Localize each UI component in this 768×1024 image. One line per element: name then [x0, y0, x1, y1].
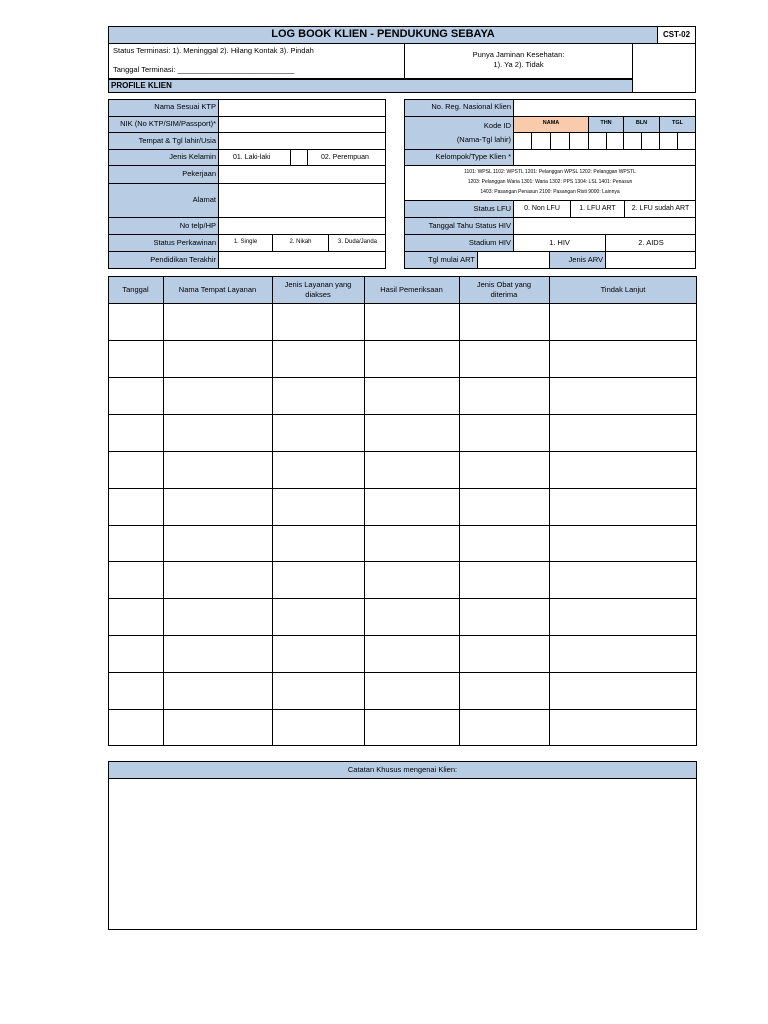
log-cell-tanggal[interactable] [109, 599, 162, 634]
log-cell-hasil-pemeriksaan[interactable] [365, 562, 458, 597]
log-cell-tindak-lanjut[interactable] [550, 673, 696, 708]
status-terminasi: Status Terminasi: 1). Meninggal 2). Hilang Kontak 3). Pindah [113, 46, 314, 55]
log-cell-nama-tempat-layanan[interactable] [164, 673, 271, 708]
col-header-tanggal [108, 276, 163, 303]
label-tanggal-tahu-hiv: Tanggal Tahu Status HIV [428, 221, 511, 230]
profile-section-title: PROFILE KLIEN [111, 81, 172, 90]
label-no-telp: No telp/HP [179, 221, 216, 230]
log-cell-hasil-pemeriksaan[interactable] [365, 341, 458, 376]
log-cell-hasil-pemeriksaan[interactable] [365, 599, 458, 634]
log-cell-tindak-lanjut[interactable] [550, 489, 696, 524]
col-header-text: Jenis Obat yang [476, 279, 532, 289]
kode-col-tgl: TGL [672, 120, 683, 126]
log-cell-jenis-layanan[interactable] [273, 415, 363, 450]
jaminan-label: Punya Jaminan Kesehatan: [472, 50, 565, 59]
log-cell-jenis-layanan[interactable] [273, 599, 363, 634]
col-header-nama-tempat-layanan [163, 276, 272, 303]
jaminan-options: 1). Ya 2). Tidak [493, 60, 544, 69]
kelompok-codes-1: 1101: WPSL 1102: WPSTL 1201: Pelanggan WPSL 1202: Pelanggan WPSTL [464, 169, 636, 175]
log-cell-jenis-obat[interactable] [460, 489, 548, 524]
log-cell-tindak-lanjut[interactable] [550, 562, 696, 597]
log-cell-tanggal[interactable] [109, 673, 162, 708]
label-alamat: Alamat [192, 195, 216, 204]
log-cell-hasil-pemeriksaan[interactable] [365, 378, 458, 413]
label-stadium-hiv: Stadium HIV [468, 238, 511, 247]
col-header-tindak-lanjut [549, 276, 697, 303]
label-status-perkawinan: Status Perkawinan [153, 238, 216, 247]
log-cell-tindak-lanjut[interactable] [550, 304, 696, 339]
log-cell-tanggal[interactable] [109, 489, 162, 524]
label-status-lfu: Status LFU [473, 204, 511, 213]
label-pendidikan: Pendidikan Terakhir [150, 255, 216, 264]
log-cell-jenis-layanan[interactable] [273, 710, 363, 745]
log-cell-jenis-obat[interactable] [460, 341, 548, 376]
log-cell-tanggal[interactable] [109, 415, 162, 450]
gender-option-female[interactable]: 02. Perempuan [321, 154, 369, 161]
log-cell-jenis-layanan[interactable] [273, 526, 363, 561]
notes-title: Catatan Khusus mengenai Klien: [347, 765, 458, 774]
label-kelompok: Kelompok/Type Klien * [435, 152, 511, 161]
kode-col-nama: NAMA [542, 120, 560, 126]
log-cell-tindak-lanjut[interactable] [550, 710, 696, 745]
page-title: LOG BOOK KLIEN - PENDUKUNG SEBAYA [271, 28, 495, 40]
col-header-hasil-pemeriksaan [364, 276, 459, 303]
log-cell-nama-tempat-layanan[interactable] [164, 341, 271, 376]
label-no-reg: No. Reg. Nasional Klien [431, 102, 511, 111]
log-cell-hasil-pemeriksaan[interactable] [365, 489, 458, 524]
log-cell-tanggal[interactable] [109, 526, 162, 561]
col-header-text: Tanggal [122, 284, 149, 294]
kelompok-codes-2: 1203: Pelanggan Waria 1301: Waria 1302: PPS 1304: LSL 1401: Penasun [467, 179, 633, 185]
log-cell-jenis-layanan[interactable] [273, 673, 363, 708]
col-header-text: diakses [305, 289, 331, 299]
log-cell-jenis-obat[interactable] [460, 636, 548, 671]
label-tempat-tgl-lahir: Tempat & Tgl lahir/Usia [138, 136, 216, 145]
log-cell-jenis-obat[interactable] [460, 415, 548, 450]
log-cell-tindak-lanjut[interactable] [550, 415, 696, 450]
marital-option-duda-janda[interactable]: 3. Duda/Janda [337, 239, 378, 245]
log-cell-jenis-obat[interactable] [460, 710, 548, 745]
log-cell-tanggal[interactable] [109, 710, 162, 745]
col-header-text: Tindak Lanjut [600, 284, 646, 294]
col-header-text: diterima [490, 289, 518, 299]
log-cell-nama-tempat-layanan[interactable] [164, 304, 271, 339]
log-cell-jenis-layanan[interactable] [273, 636, 363, 671]
kode-col-bln: BLN [635, 120, 648, 126]
log-cell-jenis-obat[interactable] [460, 599, 548, 634]
kode-col-thn: THN [600, 120, 612, 126]
form-code: CST-02 [662, 30, 691, 39]
log-cell-tanggal[interactable] [109, 341, 162, 376]
log-cell-nama-tempat-layanan[interactable] [164, 599, 271, 634]
photo-box [632, 43, 696, 93]
log-cell-tanggal[interactable] [109, 636, 162, 671]
log-cell-jenis-obat[interactable] [460, 452, 548, 487]
label-nik: NIK (No KTP/SIM/Passport)* [120, 119, 216, 128]
log-cell-tindak-lanjut[interactable] [550, 636, 696, 671]
log-cell-hasil-pemeriksaan[interactable] [365, 415, 458, 450]
label-tgl-mulai-art: Tgl mulai ART [428, 255, 475, 264]
label-kode-id: Kode ID [483, 121, 511, 130]
log-cell-jenis-obat[interactable] [460, 526, 548, 561]
log-cell-jenis-layanan[interactable] [273, 562, 363, 597]
notes-box[interactable] [108, 761, 697, 930]
lfu-option-sudah-art[interactable]: 2. LFU sudah ART [631, 205, 690, 212]
tanggal-terminasi: Tanggal Terminasi: ____________________________ [113, 65, 295, 74]
col-header-text: Nama Tempat Layanan [178, 284, 257, 294]
log-cell-nama-tempat-layanan[interactable] [164, 710, 271, 745]
col-header-jenis-layanan [272, 276, 364, 303]
log-cell-hasil-pemeriksaan[interactable] [365, 710, 458, 745]
col-header-text: Jenis Layanan yang [284, 279, 352, 289]
label-nama: Nama Sesuai KTP [154, 102, 216, 111]
log-cell-tindak-lanjut[interactable] [550, 526, 696, 561]
log-cell-tindak-lanjut[interactable] [550, 378, 696, 413]
log-cell-tanggal[interactable] [109, 304, 162, 339]
label-pekerjaan: Pekerjaan [182, 169, 216, 178]
log-cell-tindak-lanjut[interactable] [550, 452, 696, 487]
log-cell-nama-tempat-layanan[interactable] [164, 526, 271, 561]
log-cell-tindak-lanjut[interactable] [550, 341, 696, 376]
log-cell-hasil-pemeriksaan[interactable] [365, 673, 458, 708]
log-cell-jenis-layanan[interactable] [273, 452, 363, 487]
log-cell-jenis-obat[interactable] [460, 304, 548, 339]
label-jenis-kelamin: Jenis Kelamin [169, 152, 216, 161]
log-cell-hasil-pemeriksaan[interactable] [365, 526, 458, 561]
log-cell-jenis-obat[interactable] [460, 673, 548, 708]
log-cell-nama-tempat-layanan[interactable] [164, 562, 271, 597]
stadium-option-aids[interactable]: 2. AIDS [638, 238, 664, 247]
stadium-option-hiv[interactable]: 1. HIV [549, 238, 570, 247]
log-cell-jenis-layanan[interactable] [273, 378, 363, 413]
log-cell-tindak-lanjut[interactable] [550, 599, 696, 634]
marital-option-nikah[interactable]: 2. Nikah [289, 239, 312, 245]
label-kode-id-sub: (Nama-Tgl lahir) [456, 135, 511, 144]
log-cell-nama-tempat-layanan[interactable] [164, 489, 271, 524]
gender-option-male[interactable]: 01. Laki-laki [233, 154, 271, 161]
marital-option-single[interactable]: 1. Single [233, 239, 258, 245]
log-cell-nama-tempat-layanan[interactable] [164, 415, 271, 450]
lfu-option-non[interactable]: 0. Non LFU [524, 205, 560, 212]
log-cell-jenis-layanan[interactable] [273, 341, 363, 376]
col-header-jenis-obat [459, 276, 549, 303]
log-cell-tanggal[interactable] [109, 562, 162, 597]
log-cell-hasil-pemeriksaan[interactable] [365, 304, 458, 339]
log-cell-jenis-layanan[interactable] [273, 304, 363, 339]
log-cell-nama-tempat-layanan[interactable] [164, 452, 271, 487]
kelompok-codes-3: 1403: Pasangan Penasun 2100: Pasangan Risti 9000: Lainnya [480, 189, 620, 195]
label-jenis-arv: Jenis ARV [568, 255, 603, 264]
log-cell-tanggal[interactable] [109, 452, 162, 487]
log-cell-jenis-obat[interactable] [460, 562, 548, 597]
profile-section-bar [108, 79, 633, 93]
log-cell-jenis-layanan[interactable] [273, 489, 363, 524]
log-cell-jenis-obat[interactable] [460, 378, 548, 413]
col-header-text: Hasil Pemeriksaan [380, 284, 443, 294]
log-cell-hasil-pemeriksaan[interactable] [365, 452, 458, 487]
log-cell-hasil-pemeriksaan[interactable] [365, 636, 458, 671]
log-cell-nama-tempat-layanan[interactable] [164, 378, 271, 413]
log-cell-tanggal[interactable] [109, 378, 162, 413]
log-cell-nama-tempat-layanan[interactable] [164, 636, 271, 671]
lfu-option-art[interactable]: 1. LFU ART [579, 205, 616, 212]
